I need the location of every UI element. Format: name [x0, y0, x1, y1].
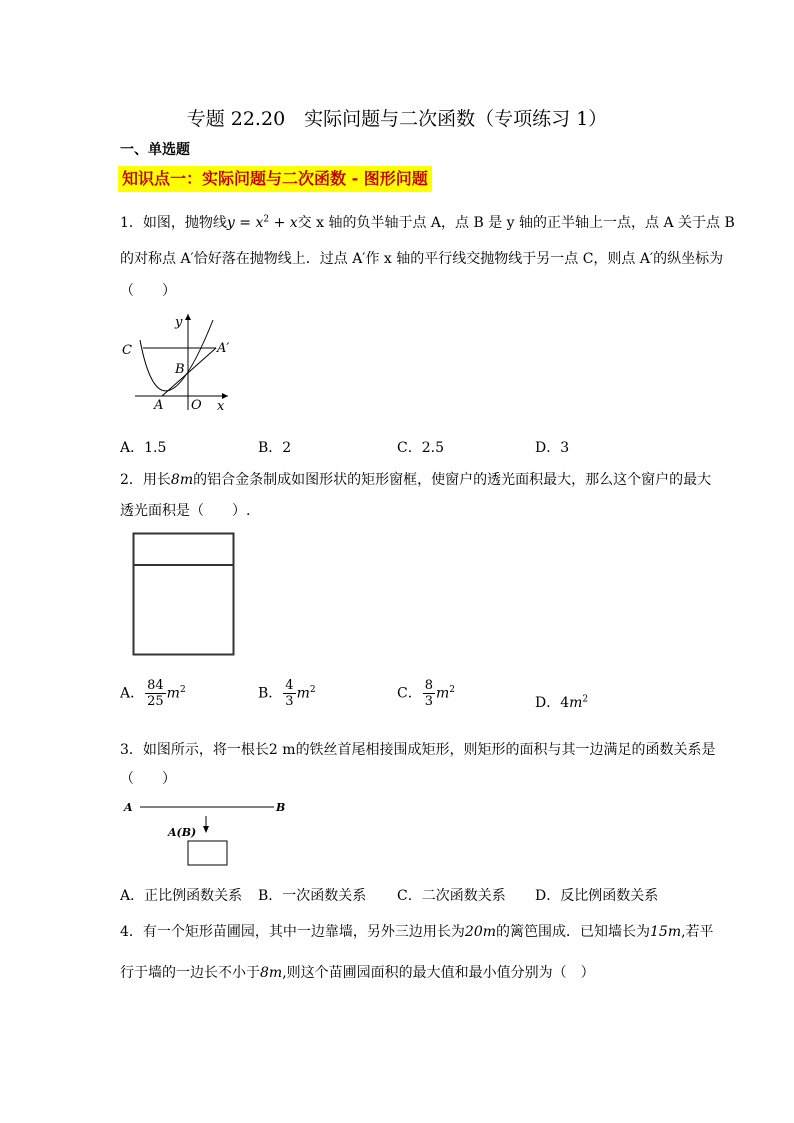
label-a-prime: A′	[217, 341, 230, 356]
parabola-curve	[140, 320, 213, 391]
page-title: 专题 22.20 实际问题与二次函数（专项练习 1）	[186, 108, 608, 130]
wire-rectangle	[188, 841, 227, 865]
q4-length-8m: 8m	[260, 965, 283, 981]
q1-line3: （ ）	[120, 283, 176, 299]
q2-d-label: D．4	[535, 695, 570, 711]
label-a: A	[154, 398, 164, 412]
formula-eq: =	[234, 215, 256, 231]
label-ab: A(B)	[168, 826, 197, 839]
q4-text-e: ,则这个苗圃园面积的最大值和最小值分别为（ ）	[282, 965, 595, 981]
q3-option-b[interactable]: B．一次函数关系	[258, 888, 367, 904]
q2-c-den: 3	[424, 694, 433, 709]
q3-wire-figure	[120, 796, 300, 870]
q2-a-label: A．	[120, 685, 145, 702]
q2-a-unit: m	[166, 685, 180, 702]
q1-line1	[120, 212, 735, 232]
q2-a-fraction	[145, 678, 166, 709]
label-wire-b: B	[276, 801, 286, 814]
q2-c-unit: m	[436, 685, 450, 702]
q3-option-a[interactable]: A．正比例函数关系	[120, 888, 243, 904]
q3-text-b: 的铁丝首尾相接围成矩形，则矩形的面积与其一边满足的函数关系是	[295, 742, 716, 758]
q2-a-den: 25	[147, 694, 164, 709]
label-b: B	[175, 362, 185, 377]
q2-text-a: 2．用长	[120, 472, 171, 488]
formula-y: y	[226, 215, 235, 231]
q2-d-exp: 2	[582, 694, 589, 705]
formula-plus: +	[269, 215, 290, 231]
q1-option-d[interactable]: D．3	[535, 440, 570, 456]
q1-text-post: 交 x 轴的负半轴于点 A，点 B 是 y 轴的正半轴上一点，点 A 关于点 B	[297, 215, 735, 231]
q2-b-exp: 2	[309, 684, 316, 695]
formula-exp: 2	[263, 214, 270, 225]
q4-text-d: 行于墙的一边长不小于	[120, 965, 260, 981]
q4-text-a: 4．有一个矩形苗圃园，其中一边靠墙，另外三边用长为	[120, 924, 465, 940]
q3-option-d[interactable]: D．反比例函数关系	[535, 888, 659, 904]
line-a-a-prime	[162, 348, 216, 396]
q2-b-label: B．	[258, 685, 283, 702]
q4-text-b: 的篱笆围成．已知墙长为	[496, 924, 650, 940]
q2-option-b[interactable]	[258, 678, 316, 709]
q1-option-c[interactable]: C．2.5	[397, 440, 444, 456]
window-frame	[134, 534, 234, 655]
q2-c-fraction	[423, 678, 435, 709]
q2-c-exp: 2	[449, 684, 456, 695]
q4-length-15m: 15m	[650, 924, 682, 940]
q2-line2: 透光面积是（ ）.	[120, 503, 251, 519]
y-axis-arrow	[185, 314, 191, 320]
label-y: y	[175, 315, 183, 330]
formula-x: x	[289, 215, 298, 231]
q2-text-b: 的铝合金条制成如图形状的矩形窗框，使窗户的透光面积最大，那么这个窗户的最大	[193, 472, 712, 488]
q4-line2	[120, 962, 595, 982]
q4-text-c: ,若平	[681, 924, 714, 940]
q2-option-d[interactable]	[535, 692, 588, 712]
label-o: O	[191, 398, 202, 412]
label-c: C	[122, 343, 132, 358]
q3-line1	[120, 739, 716, 759]
q3-line2: （ ）	[120, 771, 176, 787]
q2-length-8m: 8m	[170, 472, 194, 488]
knowledge-point-banner: 知识点一：实际问题与二次函数 - 图形问题	[118, 166, 432, 192]
section-heading: 一、单选题	[120, 142, 190, 158]
q2-c-num: 8	[424, 678, 433, 693]
q2-line1	[120, 469, 711, 489]
q1-option-b[interactable]: B．2	[258, 440, 292, 456]
q2-b-unit: m	[296, 685, 310, 702]
formula-x2: x	[255, 215, 264, 231]
q2-d-unit: m	[569, 695, 583, 711]
label-x: x	[217, 399, 225, 412]
q3-length-2m: 2 m	[268, 742, 296, 758]
q2-a-num: 84	[147, 678, 164, 693]
q2-b-fraction	[283, 678, 295, 709]
label-wire-a: A	[124, 801, 133, 814]
q2-c-label: C．	[397, 685, 422, 702]
q3-text-a: 3．如图所示，将一根长	[120, 742, 269, 758]
q1-text-pre: 1．如图，抛物线	[120, 215, 227, 231]
q1-option-a[interactable]: A．1.5	[120, 440, 167, 456]
q4-length-20m: 20m	[464, 924, 496, 940]
q2-b-num: 4	[285, 678, 294, 693]
q3-option-c[interactable]: C．二次函数关系	[397, 888, 506, 904]
q1-parabola-figure	[118, 310, 238, 412]
q2-option-c[interactable]	[397, 678, 455, 709]
down-arrow-icon	[203, 826, 209, 833]
q1-line2: 的对称点 A′恰好落在抛物线上．过点 A′作 x 轴的平行线交抛物线于另一点 C，则点 A′的纵坐标为	[120, 251, 724, 267]
q2-a-exp: 2	[179, 684, 186, 695]
q2-window-figure	[132, 532, 236, 656]
q2-option-a[interactable]	[120, 678, 186, 709]
q2-b-den: 3	[285, 694, 294, 709]
q4-line1	[120, 921, 714, 941]
